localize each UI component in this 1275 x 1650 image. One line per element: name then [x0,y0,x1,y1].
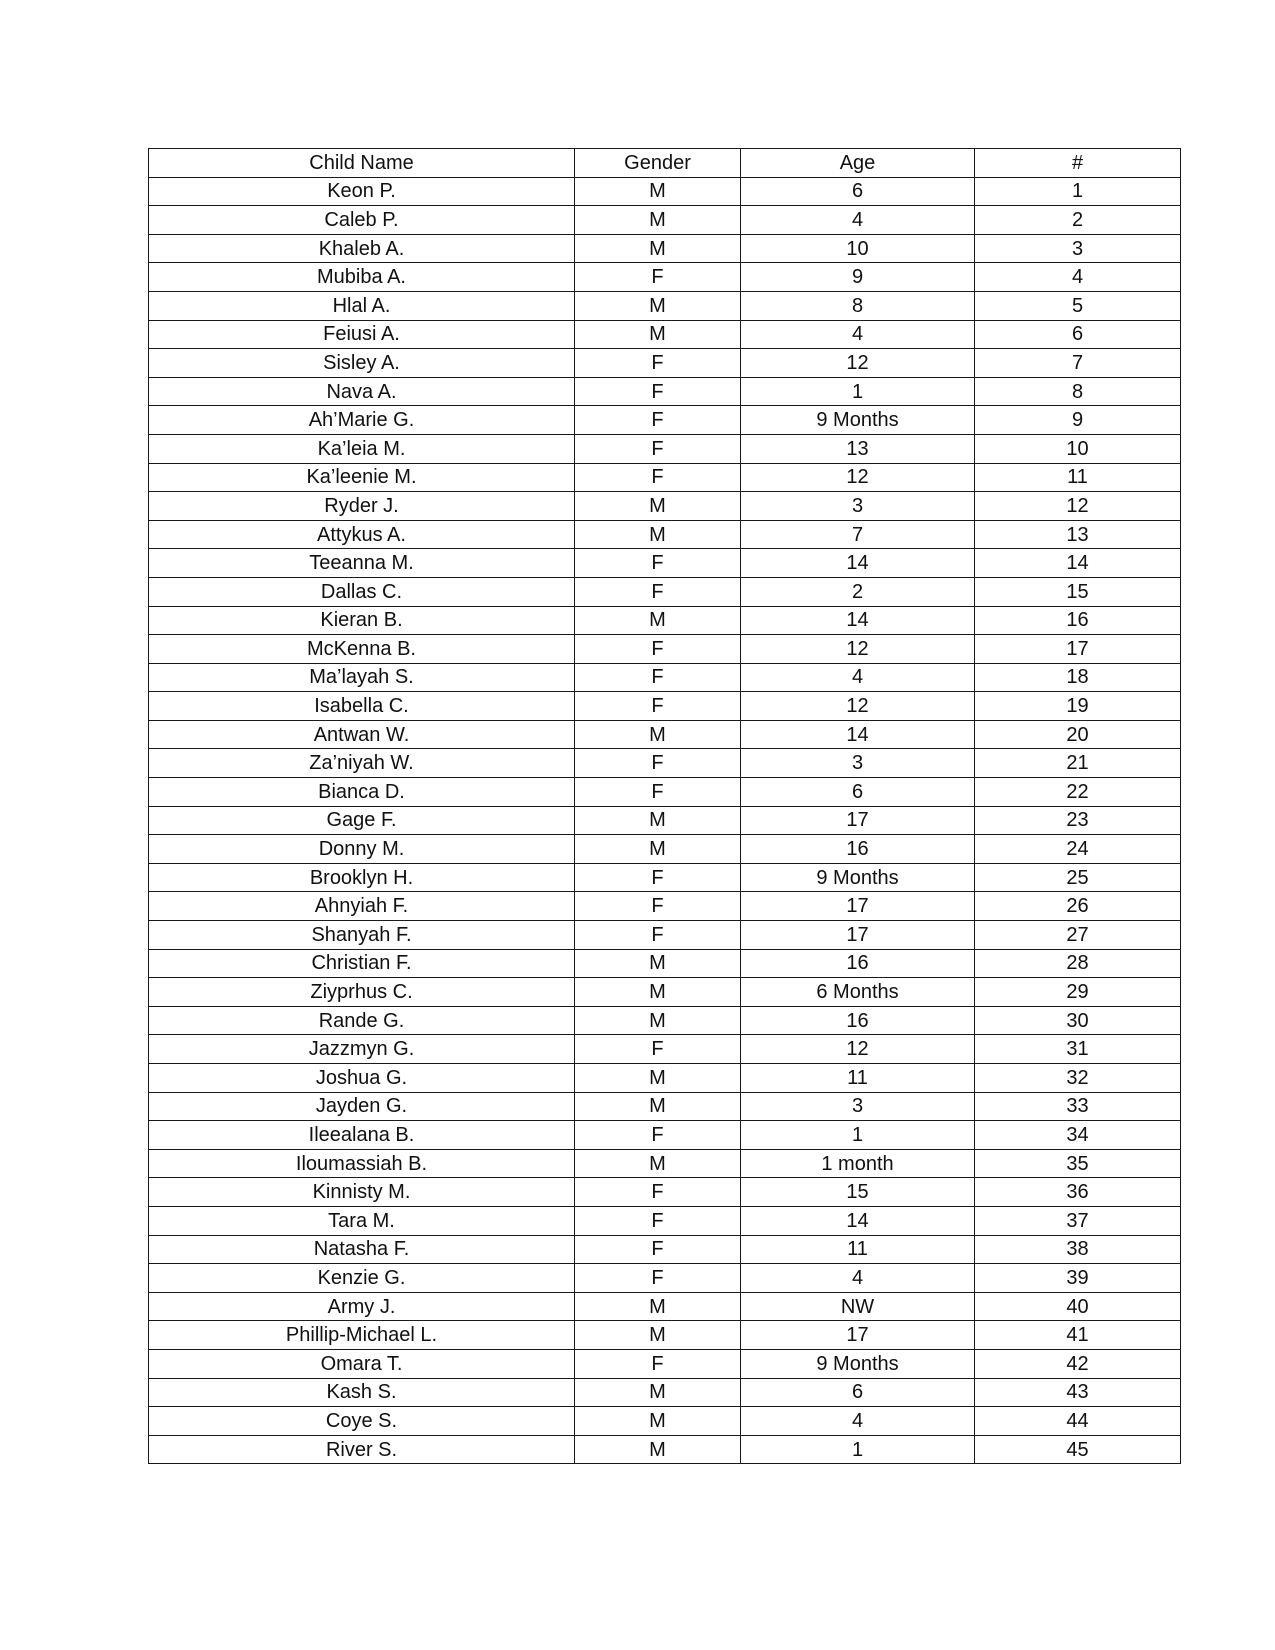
cell-child-name: Joshua G. [149,1064,575,1093]
table-row [149,1092,1181,1121]
header-age: Age [741,149,975,178]
table-row [149,692,1181,721]
cell-gender: M [575,806,741,835]
cell-number: 42 [975,1349,1181,1378]
table-row [149,1292,1181,1321]
cell-number: 4 [975,263,1181,292]
cell-child-name: Coye S. [149,1407,575,1436]
cell-gender: M [575,206,741,235]
cell-gender: M [575,1378,741,1407]
cell-number: 41 [975,1321,1181,1350]
cell-child-name: Za’niyah W. [149,749,575,778]
table-row [149,1178,1181,1207]
header-number: # [975,149,1181,178]
cell-age: 9 [741,263,975,292]
cell-age: 14 [741,720,975,749]
cell-gender: F [575,263,741,292]
cell-number: 23 [975,806,1181,835]
cell-age: 16 [741,835,975,864]
table-row [149,349,1181,378]
cell-number: 33 [975,1092,1181,1121]
table-row [149,635,1181,664]
cell-child-name: Mubiba A. [149,263,575,292]
table-row [149,463,1181,492]
table-row [149,720,1181,749]
cell-gender: M [575,720,741,749]
cell-gender: F [575,1178,741,1207]
cell-gender: F [575,549,741,578]
cell-age: 9 Months [741,863,975,892]
cell-gender: M [575,1149,741,1178]
cell-number: 30 [975,1006,1181,1035]
cell-child-name: Nava A. [149,377,575,406]
table-row [149,921,1181,950]
cell-child-name: Gage F. [149,806,575,835]
table-row [149,835,1181,864]
cell-number: 44 [975,1407,1181,1436]
cell-age: 7 [741,520,975,549]
table-row [149,263,1181,292]
cell-gender: F [575,863,741,892]
table-row [149,577,1181,606]
cell-child-name: Keon P. [149,177,575,206]
table-row [149,863,1181,892]
cell-number: 34 [975,1121,1181,1150]
cell-number: 18 [975,663,1181,692]
cell-child-name: Army J. [149,1292,575,1321]
cell-child-name: Kenzie G. [149,1264,575,1293]
table-row [149,1035,1181,1064]
table-row [149,1006,1181,1035]
cell-child-name: Donny M. [149,835,575,864]
cell-child-name: Rande G. [149,1006,575,1035]
cell-child-name: River S. [149,1435,575,1464]
cell-child-name: Ziyprhus C. [149,978,575,1007]
cell-age: 4 [741,1407,975,1436]
cell-gender: F [575,1235,741,1264]
cell-age: 12 [741,692,975,721]
cell-age: 17 [741,921,975,950]
cell-age: 6 [741,177,975,206]
table-row [149,406,1181,435]
cell-age: 8 [741,291,975,320]
cell-gender: M [575,1407,741,1436]
table-row [149,320,1181,349]
cell-number: 6 [975,320,1181,349]
cell-number: 5 [975,291,1181,320]
cell-child-name: Bianca D. [149,778,575,807]
cell-child-name: Phillip-Michael L. [149,1321,575,1350]
cell-number: 31 [975,1035,1181,1064]
cell-age: 12 [741,635,975,664]
cell-child-name: Sisley A. [149,349,575,378]
cell-number: 10 [975,434,1181,463]
table-row [149,1264,1181,1293]
cell-age: 17 [741,892,975,921]
cell-gender: F [575,1349,741,1378]
cell-age: 13 [741,434,975,463]
cell-child-name: Isabella C. [149,692,575,721]
cell-child-name: Dallas C. [149,577,575,606]
cell-gender: F [575,463,741,492]
cell-number: 8 [975,377,1181,406]
cell-number: 37 [975,1206,1181,1235]
cell-child-name: Kash S. [149,1378,575,1407]
cell-gender: F [575,663,741,692]
cell-number: 25 [975,863,1181,892]
cell-child-name: Natasha F. [149,1235,575,1264]
cell-number: 22 [975,778,1181,807]
cell-gender: F [575,1035,741,1064]
cell-child-name: Jazzmyn G. [149,1035,575,1064]
table-row [149,806,1181,835]
table-row [149,749,1181,778]
cell-age: 9 Months [741,406,975,435]
cell-number: 9 [975,406,1181,435]
cell-child-name: Jayden G. [149,1092,575,1121]
cell-number: 14 [975,549,1181,578]
cell-gender: M [575,978,741,1007]
cell-gender: F [575,349,741,378]
cell-number: 7 [975,349,1181,378]
cell-age: 2 [741,577,975,606]
cell-gender: M [575,234,741,263]
table-row [149,1407,1181,1436]
cell-number: 40 [975,1292,1181,1321]
cell-age: 14 [741,549,975,578]
cell-gender: M [575,1064,741,1093]
cell-child-name: McKenna B. [149,635,575,664]
cell-child-name: Feiusi A. [149,320,575,349]
cell-child-name: Attykus A. [149,520,575,549]
children-table [148,148,1181,1464]
cell-age: 11 [741,1235,975,1264]
cell-age: 3 [741,1092,975,1121]
table-body [149,177,1181,1464]
table-header [149,149,1181,178]
table-row [149,1378,1181,1407]
table-row [149,377,1181,406]
cell-number: 35 [975,1149,1181,1178]
cell-age: 15 [741,1178,975,1207]
cell-age: 3 [741,749,975,778]
table-row [149,520,1181,549]
cell-number: 20 [975,720,1181,749]
cell-number: 43 [975,1378,1181,1407]
cell-number: 15 [975,577,1181,606]
cell-age: 16 [741,949,975,978]
cell-age: 9 Months [741,1349,975,1378]
cell-child-name: Brooklyn H. [149,863,575,892]
cell-child-name: Khaleb A. [149,234,575,263]
table-row [149,892,1181,921]
cell-number: 3 [975,234,1181,263]
cell-number: 38 [975,1235,1181,1264]
cell-gender: M [575,949,741,978]
table-row [149,434,1181,463]
cell-number: 39 [975,1264,1181,1293]
cell-number: 28 [975,949,1181,978]
cell-gender: F [575,1264,741,1293]
cell-gender: F [575,434,741,463]
cell-gender: F [575,892,741,921]
cell-number: 32 [975,1064,1181,1093]
cell-number: 45 [975,1435,1181,1464]
cell-child-name: Ka’leia M. [149,434,575,463]
cell-number: 12 [975,492,1181,521]
cell-age: 1 [741,377,975,406]
table-row [149,606,1181,635]
cell-gender: M [575,291,741,320]
cell-age: 11 [741,1064,975,1093]
table-row [149,177,1181,206]
table-row [149,492,1181,521]
cell-number: 26 [975,892,1181,921]
cell-child-name: Ahnyiah F. [149,892,575,921]
cell-age: 6 Months [741,978,975,1007]
table-row [149,1121,1181,1150]
cell-gender: M [575,520,741,549]
cell-gender: M [575,1006,741,1035]
table-row [149,949,1181,978]
cell-age: 4 [741,206,975,235]
cell-gender: M [575,1292,741,1321]
table-row [149,206,1181,235]
cell-child-name: Omara T. [149,1349,575,1378]
cell-gender: F [575,635,741,664]
cell-child-name: Tara M. [149,1206,575,1235]
cell-age: 12 [741,349,975,378]
cell-number: 1 [975,177,1181,206]
cell-age: 17 [741,1321,975,1350]
cell-age: 14 [741,606,975,635]
cell-gender: M [575,492,741,521]
cell-number: 24 [975,835,1181,864]
cell-age: 16 [741,1006,975,1035]
cell-age: 1 month [741,1149,975,1178]
table-row [149,1149,1181,1178]
cell-child-name: Ma’layah S. [149,663,575,692]
table-row [149,1321,1181,1350]
cell-child-name: Caleb P. [149,206,575,235]
cell-number: 17 [975,635,1181,664]
table-row [149,778,1181,807]
table-row [149,1206,1181,1235]
table-row [149,549,1181,578]
table-row [149,234,1181,263]
cell-number: 27 [975,921,1181,950]
cell-gender: M [575,1321,741,1350]
cell-age: NW [741,1292,975,1321]
cell-child-name: Ileealana B. [149,1121,575,1150]
table-row [149,1435,1181,1464]
cell-number: 36 [975,1178,1181,1207]
cell-child-name: Kinnisty M. [149,1178,575,1207]
cell-child-name: Ah’Marie G. [149,406,575,435]
cell-gender: F [575,577,741,606]
cell-child-name: Ryder J. [149,492,575,521]
table-row [149,663,1181,692]
cell-age: 4 [741,663,975,692]
cell-gender: F [575,921,741,950]
cell-number: 21 [975,749,1181,778]
header-child-name: Child Name [149,149,575,178]
cell-gender: F [575,377,741,406]
cell-age: 14 [741,1206,975,1235]
cell-gender: M [575,606,741,635]
cell-age: 17 [741,806,975,835]
cell-age: 4 [741,1264,975,1293]
cell-age: 6 [741,1378,975,1407]
cell-number: 16 [975,606,1181,635]
cell-age: 12 [741,1035,975,1064]
cell-child-name: Antwan W. [149,720,575,749]
table-row [149,291,1181,320]
cell-age: 1 [741,1435,975,1464]
cell-gender: F [575,1121,741,1150]
header-gender: Gender [575,149,741,178]
cell-child-name: Iloumassiah B. [149,1149,575,1178]
cell-number: 13 [975,520,1181,549]
cell-age: 1 [741,1121,975,1150]
cell-age: 12 [741,463,975,492]
cell-gender: F [575,1206,741,1235]
cell-number: 2 [975,206,1181,235]
cell-age: 10 [741,234,975,263]
cell-age: 6 [741,778,975,807]
cell-child-name: Ka’leenie M. [149,463,575,492]
table-row [149,978,1181,1007]
cell-gender: M [575,320,741,349]
cell-gender: F [575,692,741,721]
cell-number: 11 [975,463,1181,492]
cell-number: 19 [975,692,1181,721]
cell-gender: M [575,835,741,864]
cell-gender: M [575,177,741,206]
table-row [149,1235,1181,1264]
cell-gender: F [575,406,741,435]
cell-gender: F [575,749,741,778]
cell-gender: M [575,1092,741,1121]
table-row [149,1349,1181,1378]
cell-age: 4 [741,320,975,349]
cell-child-name: Teeanna M. [149,549,575,578]
cell-gender: F [575,778,741,807]
table-row [149,1064,1181,1093]
cell-age: 3 [741,492,975,521]
header-row [149,149,1181,178]
cell-number: 29 [975,978,1181,1007]
cell-child-name: Kieran B. [149,606,575,635]
cell-child-name: Christian F. [149,949,575,978]
cell-gender: M [575,1435,741,1464]
cell-child-name: Hlal A. [149,291,575,320]
cell-child-name: Shanyah F. [149,921,575,950]
